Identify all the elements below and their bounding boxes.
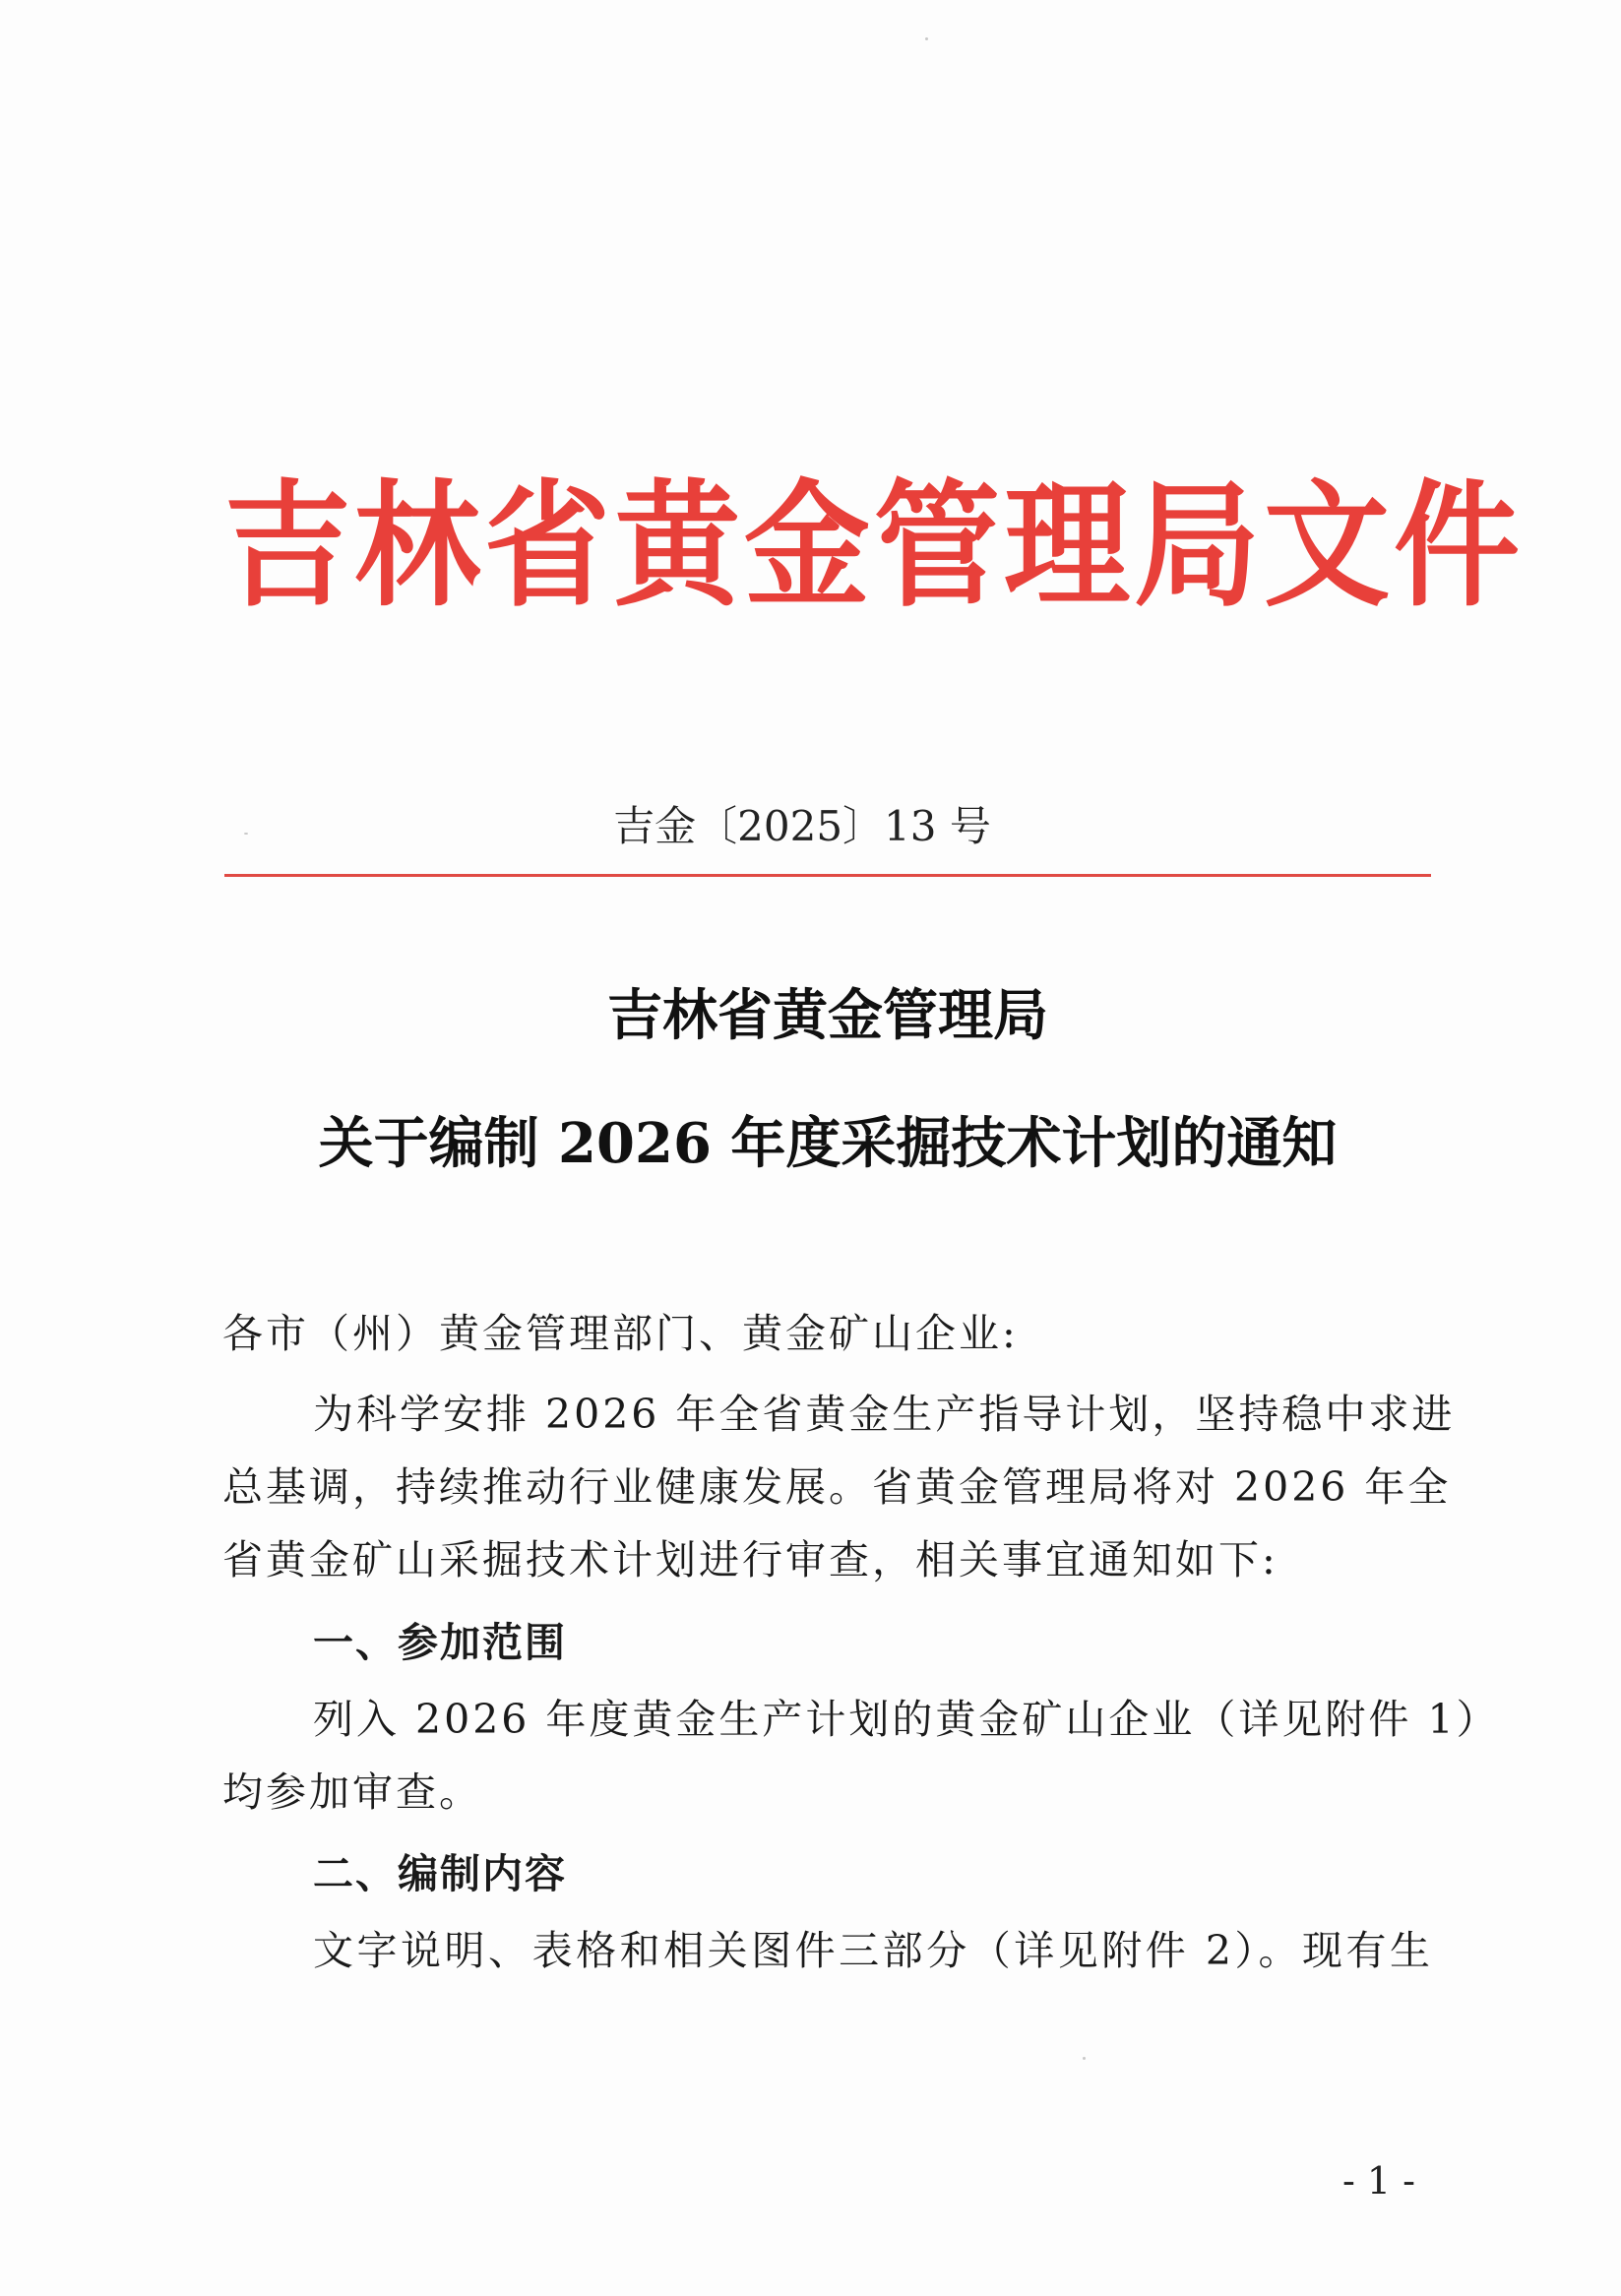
paragraph-1-line-3: 省黄金矿山采掘技术计划进行审查，相关事宜通知如下: xyxy=(222,1536,1278,1583)
section-1-heading: 一、参加范围 xyxy=(313,1619,567,1666)
red-separator-line xyxy=(224,874,1431,877)
section-1-text-line-2: 均参加审查。 xyxy=(222,1769,482,1816)
scan-speck xyxy=(244,833,248,835)
scan-speck xyxy=(1083,2057,1086,2060)
section-2-heading: 二、编制内容 xyxy=(313,1850,567,1897)
paragraph-1-line-2: 总基调，持续推动行业健康发展。省黄金管理局将对 2026 年全 xyxy=(222,1463,1452,1511)
addressee-line: 各市（州）黄金管理部门、黄金矿山企业: xyxy=(222,1310,1019,1357)
section-2-text-line-1: 文字说明、表格和相关图件三部分（详见附件 2）。现有生 xyxy=(313,1927,1433,1974)
paragraph-1-line-1: 为科学安排 2026 年全省黄金生产指导计划，坚持稳中求进 xyxy=(313,1391,1456,1438)
notice-title-line-2: 关于编制 2026 年度采掘技术计划的通知 xyxy=(318,1111,1338,1176)
notice-title-line-1: 吉林省黄金管理局 xyxy=(607,983,1048,1048)
issuing-authority-header: 吉林省黄金管理局文件 xyxy=(224,466,1525,626)
page-number: - 1 - xyxy=(1341,2159,1415,2203)
document-number: 吉金〔2025〕13 号 xyxy=(613,802,991,850)
scan-speck xyxy=(925,37,928,40)
section-1-text-line-1: 列入 2026 年度黄金生产计划的黄金矿山企业（详见附件 1） xyxy=(313,1696,1500,1743)
